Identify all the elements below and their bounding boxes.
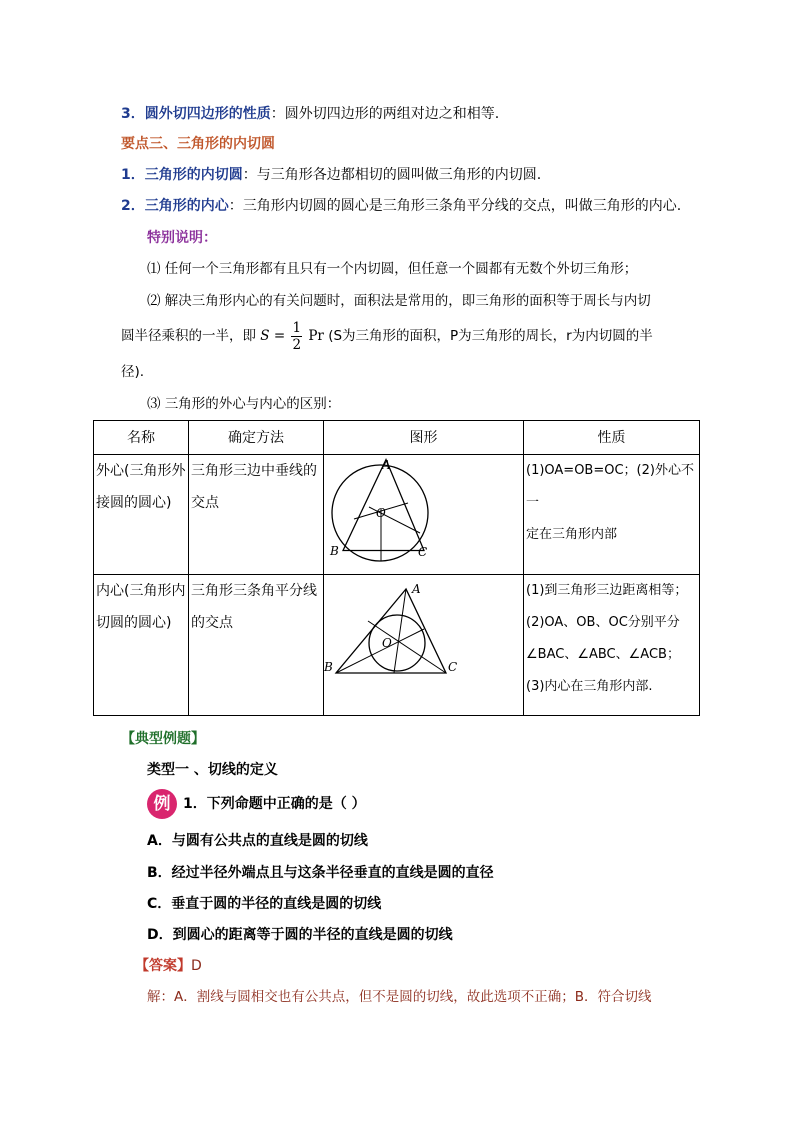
- label-B: B: [330, 544, 339, 558]
- label-O: O: [376, 506, 386, 520]
- incenter-method-l1: 三角形三条角平分线: [191, 583, 317, 599]
- circumcenter-name-l2: 接圆的圆心): [96, 495, 172, 511]
- circumcenter-property: [524, 455, 700, 575]
- label-B: B: [324, 660, 333, 674]
- def2-line: [121, 196, 681, 216]
- example-question: 1．下列命题中正确的是（ ）: [183, 796, 366, 812]
- def1-line: [121, 165, 541, 185]
- circumcenter-name: [94, 455, 189, 575]
- incenter-prop-l3: ∠BAC、∠ABC、∠ACB；: [526, 647, 680, 662]
- formula-lhs: S =: [260, 328, 286, 344]
- incenter-prop-l2: (2)OA、OB、OC分别平分: [526, 615, 680, 630]
- circumcenter-figure: [324, 455, 519, 562]
- circumcenter-method-l1: 三角形三边中垂线的: [191, 463, 317, 479]
- formula-fraction: [291, 320, 302, 353]
- circumcenter-method-l2: 交点: [191, 495, 219, 511]
- answer-label: 【答案】: [135, 958, 191, 974]
- table-row-incenter: [94, 575, 700, 716]
- answer-line: [135, 956, 202, 976]
- label-O: O: [382, 636, 392, 650]
- note2-line2: [121, 318, 653, 354]
- section3-body: ：圆外切四边形的两组对边之和相等.: [270, 106, 500, 122]
- incenter-property: [524, 575, 700, 716]
- label-C: C: [448, 660, 458, 674]
- note2-line2-pre: 圆半径乘积的一半，即: [121, 328, 256, 344]
- def2-body: ：三角形内切圆的圆心是三角形三条角平分线的交点，叫做三角形的内心.: [228, 198, 682, 214]
- circumcenter-name-l1: 外心(三角形外: [96, 463, 186, 479]
- def1-title: 1．三角形的内切圆: [121, 167, 243, 183]
- example-badge: 例: [147, 789, 177, 819]
- label-A: A: [382, 458, 391, 472]
- option-b: B．经过半径外端点且与这条半径垂直的直线是圆的直径: [147, 865, 494, 881]
- incenter-triangle: [336, 589, 446, 673]
- examples-heading: 【典型例题】: [121, 731, 205, 747]
- incenter-name-l2: 切圆的圆心): [96, 615, 172, 631]
- incenter-name: [94, 575, 189, 716]
- section3-line: [121, 104, 499, 124]
- note3-text: ⑶ 三角形的外心与内心的区别：: [147, 396, 341, 412]
- incenter-figure: [324, 575, 519, 703]
- option-c: C．垂直于圆的半径的直线是圆的切线: [147, 896, 382, 912]
- section3-title: 3．圆外切四边形的性质: [121, 106, 271, 122]
- table-header-name: 名称: [94, 421, 189, 455]
- comparison-table: [93, 420, 700, 716]
- option-d: D．到圆心的距离等于圆的半径的直线是圆的切线: [147, 927, 453, 943]
- answer-value: D: [191, 958, 202, 974]
- type1-heading: 类型一 、切线的定义: [147, 762, 278, 778]
- label-A: A: [412, 582, 421, 596]
- note2-line3: 径).: [121, 364, 145, 380]
- incenter-method-l2: 的交点: [191, 615, 233, 631]
- circumcenter-method: [189, 455, 324, 575]
- formula-rhs: Pr: [308, 328, 324, 344]
- table-header-figure: 图形: [324, 421, 524, 455]
- def2-title: 2．三角形的内心: [121, 198, 229, 214]
- circumcenter-figure-cell: [324, 455, 524, 575]
- table-header-row: [94, 421, 700, 455]
- special-note-label: 特别说明：: [147, 230, 217, 246]
- circumcenter-prop-l1: (1)OA=OB=OC；(2)外心不一: [526, 463, 694, 510]
- incenter-figure-cell: [324, 575, 524, 716]
- incenter-name-l1: 内心(三角形内: [96, 583, 186, 599]
- solution-text: 解：A．割线与圆相交也有公共点，但不是圆的切线，故此选项不正确；B．符合切线: [147, 989, 652, 1005]
- table-header-method: 确定方法: [189, 421, 324, 455]
- fraction-denominator: 2: [292, 336, 302, 353]
- def1-body: ：与三角形各边都相切的圆叫做三角形的内切圆.: [242, 167, 542, 183]
- option-a: A．与圆有公共点的直线是圆的切线: [147, 833, 368, 849]
- fraction-numerator: 1: [292, 319, 302, 336]
- bisector-B: [336, 629, 424, 673]
- incenter-prop-l1: (1)到三角形三边距离相等；: [526, 583, 688, 598]
- label-C: C: [418, 545, 428, 559]
- note2-line2-post: (S为三角形的面积，P为三角形的周长，r为内切圆的半: [328, 328, 653, 344]
- incenter-prop-l4: (3)内心在三角形内部.: [526, 679, 653, 694]
- table-row-circumcenter: [94, 455, 700, 575]
- note2-line1: ⑵ 解决三角形内心的有关问题时，面积法是常用的，即三角形的面积等于周长与内切: [147, 293, 651, 309]
- table-header-property: 性质: [524, 421, 700, 455]
- point3-heading: 要点三、三角形的内切圆: [121, 136, 275, 152]
- circumcenter-prop-l2: 定在三角形内部: [526, 527, 618, 542]
- incenter-method: [189, 575, 324, 716]
- note1-text: ⑴ 任何一个三角形都有且只有一个内切圆，但任意一个圆都有无数个外切三角形；: [147, 261, 638, 277]
